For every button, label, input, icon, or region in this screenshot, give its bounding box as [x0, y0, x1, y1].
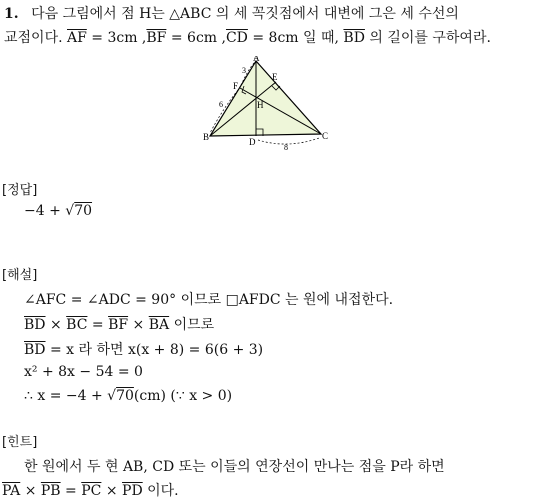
sqrt-sign: √ — [107, 388, 117, 404]
label-h: H — [257, 100, 264, 110]
answer-value — [24, 203, 92, 219]
arc-dc — [258, 138, 319, 144]
hint-heading: [힌트] — [2, 435, 38, 450]
label-e: E — [272, 72, 278, 82]
times-symbol: × — [128, 317, 149, 333]
value-cd: = 8cm 일 때, — [247, 30, 339, 46]
solution-heading: [해설] — [2, 268, 38, 283]
solution-line-5-suffix: (cm) (∵ x > 0) — [133, 388, 233, 404]
label-a: A — [253, 56, 260, 63]
solution-line-3 — [24, 339, 263, 359]
solution-line-5 — [24, 388, 232, 404]
label-f: F — [233, 81, 239, 91]
times-symbol: × — [45, 317, 67, 333]
answer-heading: [정답] — [2, 183, 38, 198]
label-c: C — [322, 131, 329, 141]
seg-bf: $\overline{BF}$ — [108, 317, 129, 333]
solution-line-2-suffix: 이므로 — [169, 317, 215, 333]
hint-line-2-suffix: 이다. — [142, 483, 179, 499]
problem-text-1: 다음 그림에서 점 H는 △ABC 의 세 꼭짓점에서 대변에 그은 세 수선의 — [31, 6, 459, 22]
value-bf: = 6cm , — [166, 30, 226, 46]
sqrt-sign: √ — [65, 203, 75, 219]
seg-ba: $\overline{BA}$ — [148, 317, 170, 333]
hint-line-2 — [2, 480, 179, 500]
seg-bd: $\overline{BD}$ — [24, 342, 46, 358]
answer-radicand: 70 — [74, 203, 93, 219]
solution-line-3-rest: = x 라 하면 x(x + 8) = 6(6 + 3) — [45, 342, 264, 358]
value-af: = 3cm , — [86, 30, 147, 46]
label-d: D — [249, 137, 256, 147]
seg-pb: $\overline{PB}$ — [40, 483, 61, 499]
seg-pd: $\overline{PD}$ — [122, 483, 143, 499]
hint-line-1: 한 원에서 두 현 AB, CD 또는 이들의 연장선이 만나는 점을 P라 하면 — [24, 459, 445, 475]
times-symbol: × — [101, 483, 123, 499]
problem-text-2-prefix: 교점이다. — [4, 30, 63, 46]
length-af: 3 — [242, 66, 246, 75]
segment-cd: $\overline{CD}$ — [225, 30, 248, 46]
solution-line-1: ∠AFC = ∠ADC = 90° 이므로 □AFDC 는 원에 내접한다. — [24, 292, 394, 308]
solution-radicand: 70 — [116, 388, 134, 404]
length-dc: 8 — [284, 143, 288, 151]
segment-bf: $\overline{BF}$ — [146, 30, 167, 46]
solution-line-2 — [24, 314, 214, 334]
seg-pa: $\overline{PA}$ — [2, 483, 21, 499]
problem-text-2-suffix: 의 길이를 구하여라. — [364, 30, 491, 46]
answer-prefix: −4 + — [24, 203, 66, 219]
segment-af: $\overline{AF}$ — [67, 30, 87, 46]
problem-line-2 — [4, 27, 491, 47]
triangle-figure — [196, 56, 336, 151]
seg-bc: $\overline{BC}$ — [66, 317, 88, 333]
solution-line-4: x² + 8x − 54 = 0 — [24, 364, 143, 380]
equals-symbol: = — [87, 317, 109, 333]
times-symbol: × — [20, 483, 41, 499]
segment-bd: $\overline{BD}$ — [343, 30, 365, 46]
equals-symbol: = — [60, 483, 82, 499]
seg-pc: $\overline{PC}$ — [81, 483, 102, 499]
problem-number: 1. — [4, 6, 19, 22]
solution-line-5-prefix: ∴ x = −4 + — [24, 388, 108, 404]
seg-bd: $\overline{BD}$ — [24, 317, 46, 333]
label-b: B — [203, 132, 210, 142]
length-bf: 6 — [219, 100, 223, 109]
problem-line-1 — [4, 3, 459, 23]
